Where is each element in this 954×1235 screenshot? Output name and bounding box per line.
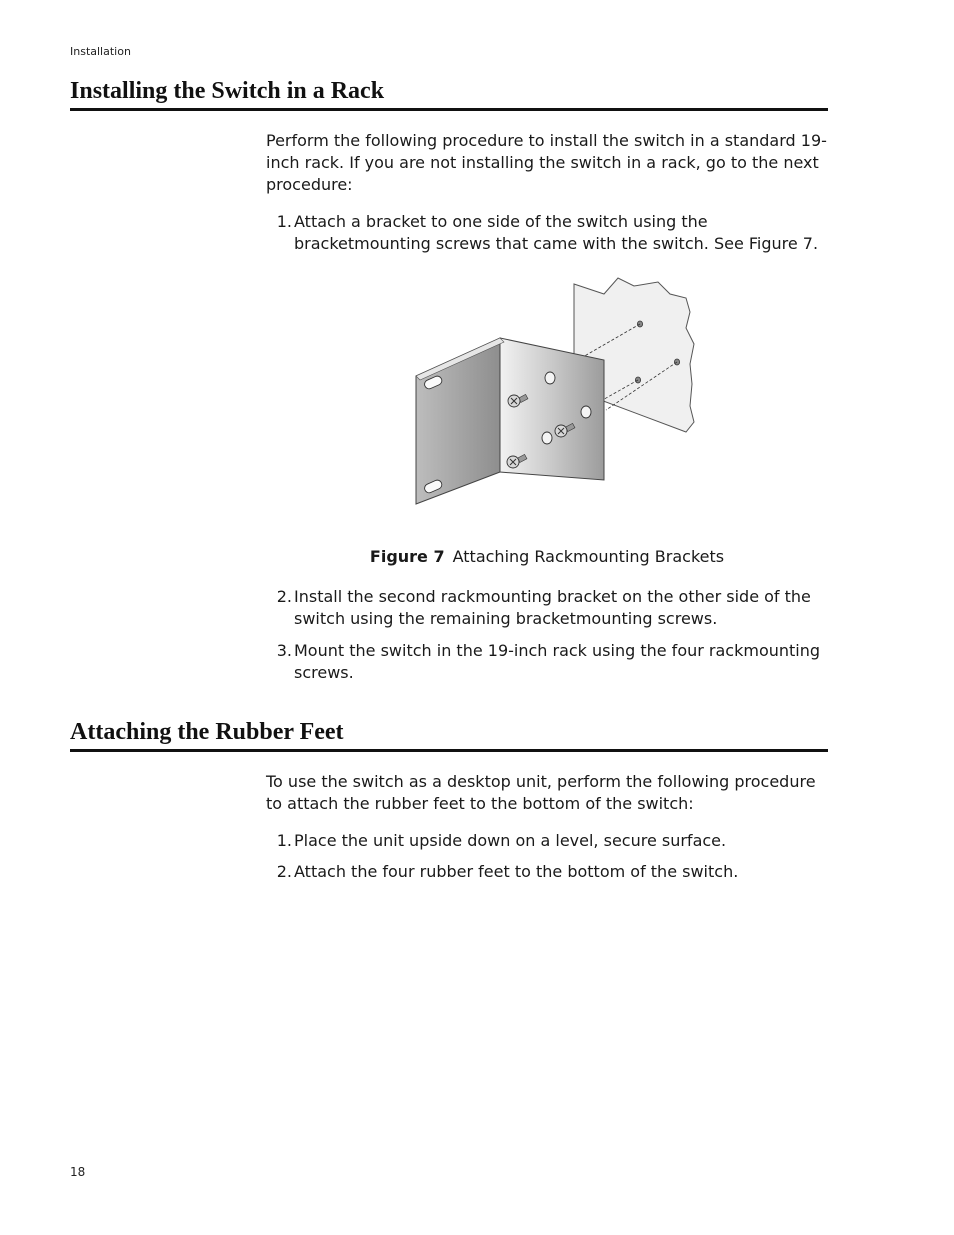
step-number: 1.: [276, 831, 292, 850]
step-text: Place the unit upside down on a level, secure surface.: [294, 831, 727, 850]
list-item: [266, 830, 828, 852]
bracket-hole-icon: [542, 432, 552, 444]
figure-caption: [266, 546, 828, 568]
step-number: 2.: [276, 587, 292, 606]
bracket-hole-icon: [545, 372, 555, 384]
section-title-rack: Installing the Switch in a Rack: [70, 76, 828, 111]
step-text: Install the second rackmounting bracket on the other side of the switch using the remaining bracketmounting screws.: [294, 587, 811, 628]
bracket-hole-icon: [581, 406, 591, 418]
step-text: Attach the four rubber feet to the bottom of the switch.: [294, 862, 739, 881]
step-text: Attach a bracket to one side of the switch using the bracketmounting screws that came with the switch. See Figure 7.: [294, 212, 819, 253]
step-number: 2.: [276, 862, 292, 881]
list-item: [266, 640, 828, 684]
bracket-illustration: [400, 272, 710, 512]
running-head: Installation: [70, 45, 131, 58]
figure-caption-text: Attaching Rackmounting Brackets: [452, 547, 725, 566]
section-title-rubber-feet: Attaching the Rubber Feet: [70, 717, 828, 752]
figure-label: Figure 7: [369, 547, 445, 566]
list-item: [266, 861, 828, 883]
list-item: [266, 211, 828, 255]
intro-paragraph-rack: Perform the following procedure to install the switch in a standard 19-inch rack. If you are not installing the switch in a rack, go to the next procedure:: [266, 131, 827, 194]
step-number: 1.: [276, 212, 292, 231]
list-item: [266, 586, 828, 630]
page-number: 18: [70, 1165, 86, 1179]
step-number: 3.: [276, 641, 292, 660]
intro-paragraph-feet: To use the switch as a desktop unit, perform the following procedure to attach the rubber feet to the bottom of the switch:: [266, 772, 816, 813]
step-text: Mount the switch in the 19-inch rack using the four rackmounting screws.: [294, 641, 821, 682]
rack-bracket-figure: [400, 272, 710, 512]
